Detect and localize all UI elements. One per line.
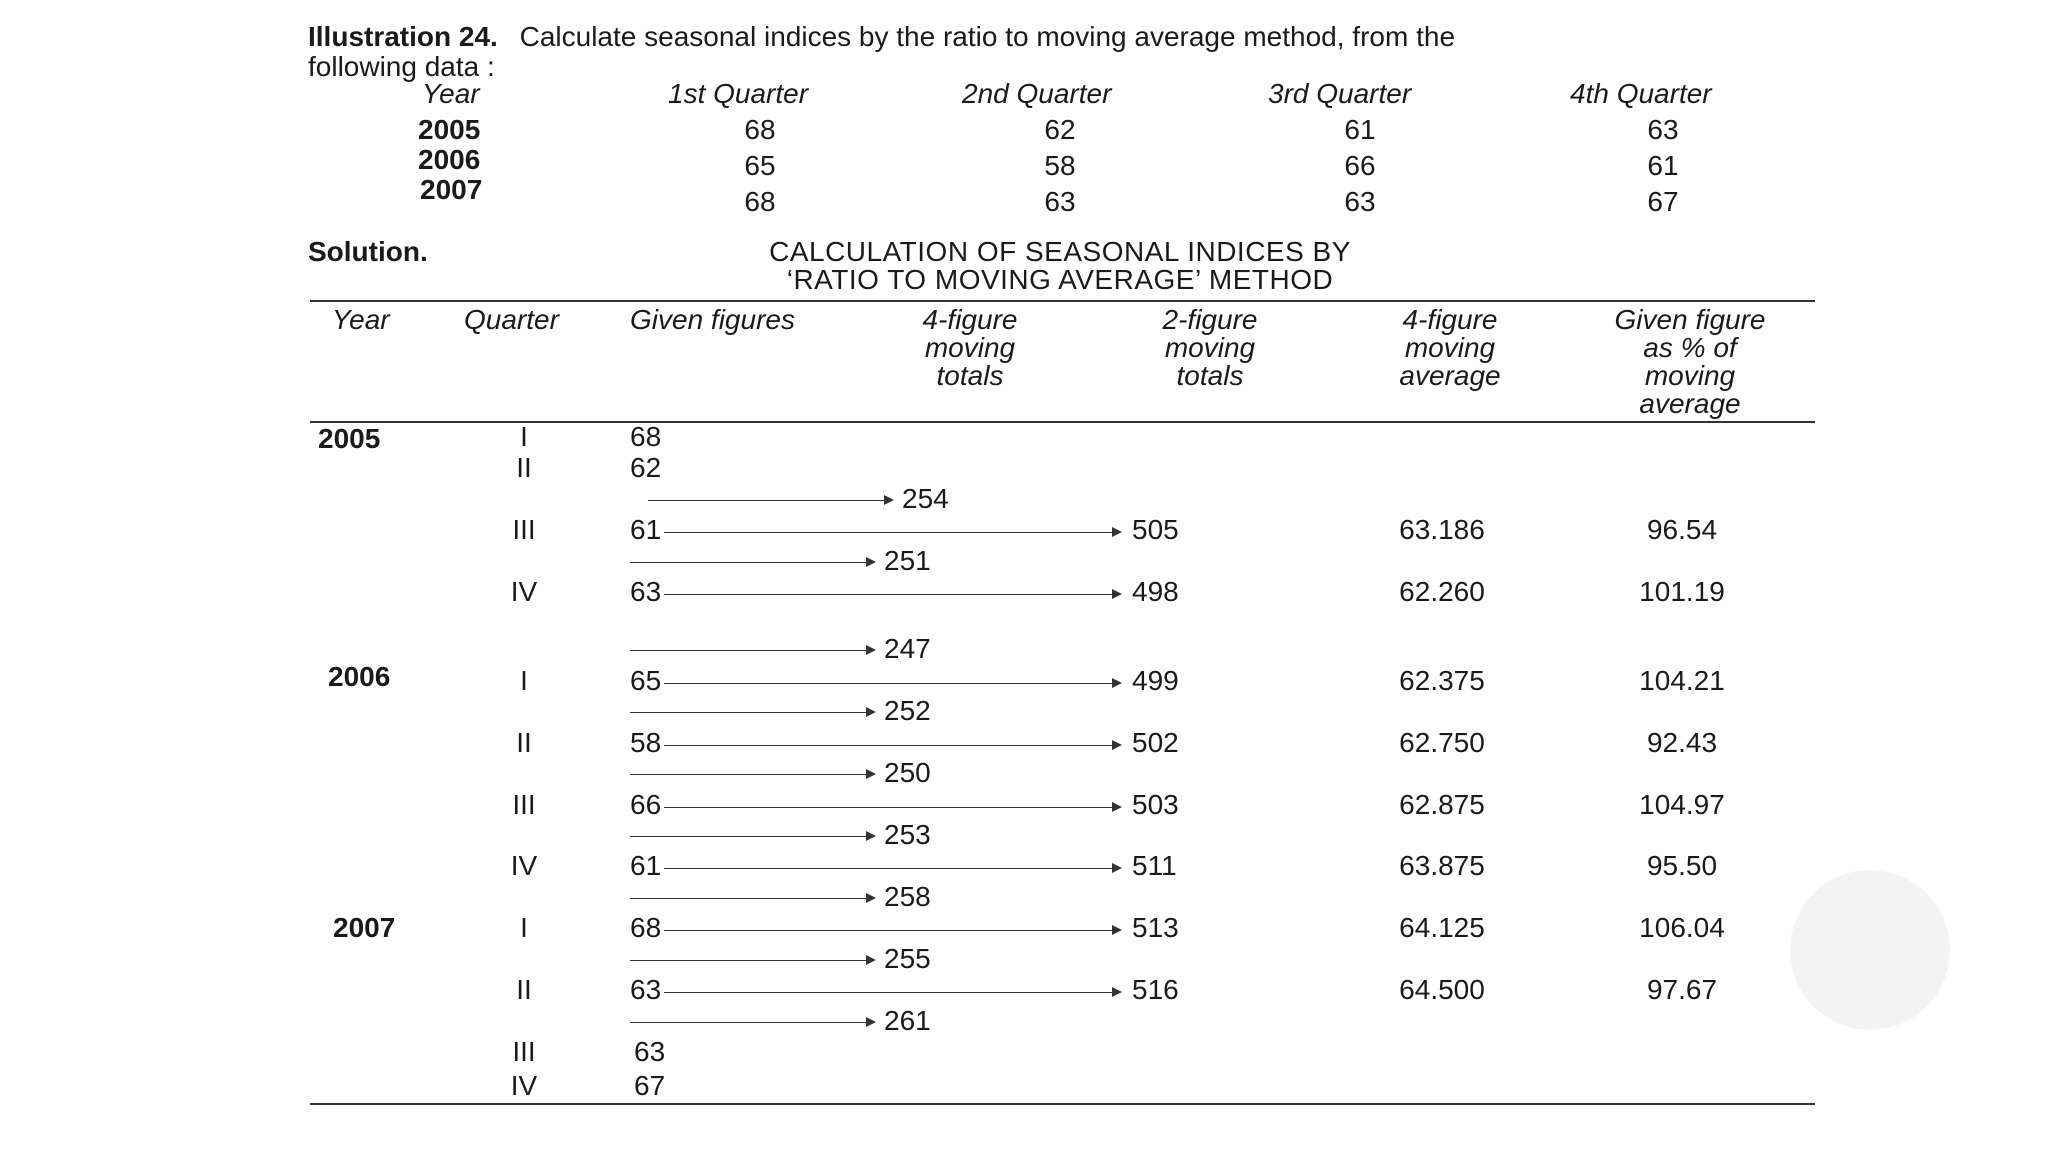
header-4-figure-moving-average xyxy=(1360,306,1540,390)
moving-total-4: 250 xyxy=(884,757,931,788)
scan-shadow xyxy=(1790,870,1950,1030)
arrow-to-2-figure-total xyxy=(664,594,1120,595)
moving-total-2: 513 xyxy=(1132,912,1179,943)
given-figure: 61 xyxy=(630,514,662,545)
arrow-to-moving-total xyxy=(630,774,874,775)
moving-total-4: 261 xyxy=(884,1005,931,1036)
header-line: moving xyxy=(1164,332,1256,363)
given-figure: 67 xyxy=(634,1070,666,1101)
moving-total-4: 255 xyxy=(884,943,931,974)
moving-total-2: 502 xyxy=(1132,727,1179,758)
arrow-to-moving-total xyxy=(630,836,874,837)
moving-total-2: 498 xyxy=(1132,576,1179,607)
year-label: 2007 xyxy=(333,912,396,943)
percent-of-moving-average: 104.21 xyxy=(1639,665,1725,696)
moving-total-4: 247 xyxy=(884,633,931,664)
given-figure: 68 xyxy=(630,421,662,452)
header-line: 4-figure xyxy=(1402,304,1498,335)
given-figure: 58 xyxy=(630,727,662,758)
given-cell: 68 xyxy=(744,114,776,145)
quarter-label: II xyxy=(516,727,532,758)
illustration-label: Illustration 24. xyxy=(308,21,498,52)
given-figure: 61 xyxy=(630,850,662,881)
arrow-to-2-figure-total xyxy=(664,992,1120,993)
given-year-2006: 2006 xyxy=(418,144,481,175)
quarter-label: IV xyxy=(510,576,538,607)
solution-label: Solution. xyxy=(308,236,428,267)
moving-total-4: 253 xyxy=(884,819,931,850)
moving-total-4: 258 xyxy=(884,881,931,912)
moving-average-4: 62.260 xyxy=(1399,576,1485,607)
year-label: 2005 xyxy=(318,423,381,454)
moving-total-2: 503 xyxy=(1132,789,1179,820)
arrow-to-2-figure-total xyxy=(664,807,1120,808)
moving-total-2: 511 xyxy=(1132,850,1177,881)
given-figure: 63 xyxy=(634,1036,666,1067)
moving-average-4: 62.750 xyxy=(1399,727,1485,758)
given-figure: 65 xyxy=(630,665,662,696)
moving-total-4: 254 xyxy=(902,483,949,514)
given-header-q3: 3rd Quarter xyxy=(1268,78,1412,109)
given-cell: 62 xyxy=(1044,114,1076,145)
header-4-figure-moving-totals xyxy=(880,306,1060,390)
arrow-to-2-figure-total xyxy=(664,745,1120,746)
header-line: moving xyxy=(924,332,1016,363)
quarter-label: IV xyxy=(510,850,538,881)
quarter-label: III xyxy=(512,514,536,545)
header-line: moving xyxy=(1404,332,1496,363)
given-cell: 63 xyxy=(1044,186,1076,217)
quarter-label: I xyxy=(520,421,528,452)
moving-total-2: 516 xyxy=(1132,974,1179,1005)
moving-total-2: 499 xyxy=(1132,665,1179,696)
arrow-to-moving-total xyxy=(630,712,874,713)
quarter-label: I xyxy=(520,912,528,943)
given-figure: 63 xyxy=(630,974,662,1005)
moving-total-4: 251 xyxy=(884,545,931,576)
given-year-2007: 2007 xyxy=(420,174,483,205)
given-figure: 66 xyxy=(630,789,662,820)
header-line: average xyxy=(1639,388,1741,419)
illustration-text: Calculate seasonal indices by the ratio to moving average method, from the xyxy=(519,21,1456,52)
header-2-figure-moving-totals xyxy=(1120,306,1300,390)
header-line: average xyxy=(1399,360,1501,391)
header-line: totals xyxy=(936,360,1004,391)
arrow-to-moving-total xyxy=(630,562,874,563)
header-line: totals xyxy=(1176,360,1244,391)
arrow-to-2-figure-total xyxy=(664,683,1120,684)
given-cell: 61 xyxy=(1647,150,1679,181)
year-label: 2006 xyxy=(328,661,391,692)
header-line: 2-figure xyxy=(1162,304,1258,335)
percent-of-moving-average: 95.50 xyxy=(1646,850,1718,881)
header-given-figures: Given figures xyxy=(630,304,795,335)
given-cell: 67 xyxy=(1647,186,1679,217)
illustration-line-1 xyxy=(308,22,1455,52)
quarter-label: II xyxy=(516,974,532,1005)
given-figure: 62 xyxy=(630,452,662,483)
quarter-label: I xyxy=(520,665,528,696)
illustration-line-2: following data : xyxy=(308,51,495,82)
arrow-to-moving-total xyxy=(630,650,874,651)
given-figure: 63 xyxy=(630,576,662,607)
given-cell: 68 xyxy=(744,186,776,217)
solution-title-line-1: CALCULATION OF SEASONAL INDICES BY xyxy=(769,236,1351,267)
header-line: moving xyxy=(1644,360,1736,391)
header-line: as % of xyxy=(1643,332,1737,363)
moving-average-4: 62.875 xyxy=(1399,789,1485,820)
given-cell: 63 xyxy=(1647,114,1679,145)
moving-average-4: 63.186 xyxy=(1399,514,1485,545)
header-line: Given figure xyxy=(1614,304,1766,335)
percent-of-moving-average: 106.04 xyxy=(1639,912,1725,943)
arrow-to-moving-total xyxy=(648,500,892,501)
given-cell: 58 xyxy=(1044,150,1076,181)
moving-average-4: 64.500 xyxy=(1399,974,1485,1005)
header-given-figure-percent xyxy=(1580,306,1800,418)
given-cell: 63 xyxy=(1344,186,1376,217)
moving-average-4: 63.875 xyxy=(1399,850,1485,881)
given-header-q1: 1st Quarter xyxy=(668,78,809,109)
quarter-label: III xyxy=(512,789,536,820)
header-line: 4-figure xyxy=(922,304,1018,335)
given-cell: 65 xyxy=(744,150,776,181)
given-cell: 61 xyxy=(1344,114,1376,145)
given-cell: 66 xyxy=(1344,150,1376,181)
moving-total-4: 252 xyxy=(884,695,931,726)
given-header-year: Year xyxy=(422,78,480,109)
percent-of-moving-average: 101.19 xyxy=(1639,576,1725,607)
given-year-2005: 2005 xyxy=(418,114,481,145)
arrow-to-moving-total xyxy=(630,898,874,899)
table-top-rule xyxy=(310,300,1815,302)
percent-of-moving-average: 96.54 xyxy=(1646,514,1718,545)
quarter-label: IV xyxy=(510,1070,538,1101)
arrow-to-2-figure-total xyxy=(664,930,1120,931)
percent-of-moving-average: 97.67 xyxy=(1646,974,1718,1005)
quarter-label: III xyxy=(512,1036,536,1067)
percent-of-moving-average: 104.97 xyxy=(1639,789,1725,820)
table-bottom-rule xyxy=(310,1103,1815,1105)
given-header-q4: 4th Quarter xyxy=(1570,78,1712,109)
solution-title-line-2: ‘RATIO TO MOVING AVERAGE’ METHOD xyxy=(786,264,1334,295)
moving-average-4: 64.125 xyxy=(1399,912,1485,943)
arrow-to-moving-total xyxy=(630,960,874,961)
header-quarter: Quarter xyxy=(464,304,559,335)
arrow-to-moving-total xyxy=(630,1022,874,1023)
quarter-label: II xyxy=(516,452,532,483)
given-header-q2: 2nd Quarter xyxy=(962,78,1112,109)
percent-of-moving-average: 92.43 xyxy=(1646,727,1718,758)
arrow-to-2-figure-total xyxy=(664,868,1120,869)
header-year: Year xyxy=(332,304,390,335)
moving-total-2: 505 xyxy=(1132,514,1179,545)
moving-average-4: 62.375 xyxy=(1399,665,1485,696)
arrow-to-2-figure-total xyxy=(664,532,1120,533)
given-figure: 68 xyxy=(630,912,662,943)
